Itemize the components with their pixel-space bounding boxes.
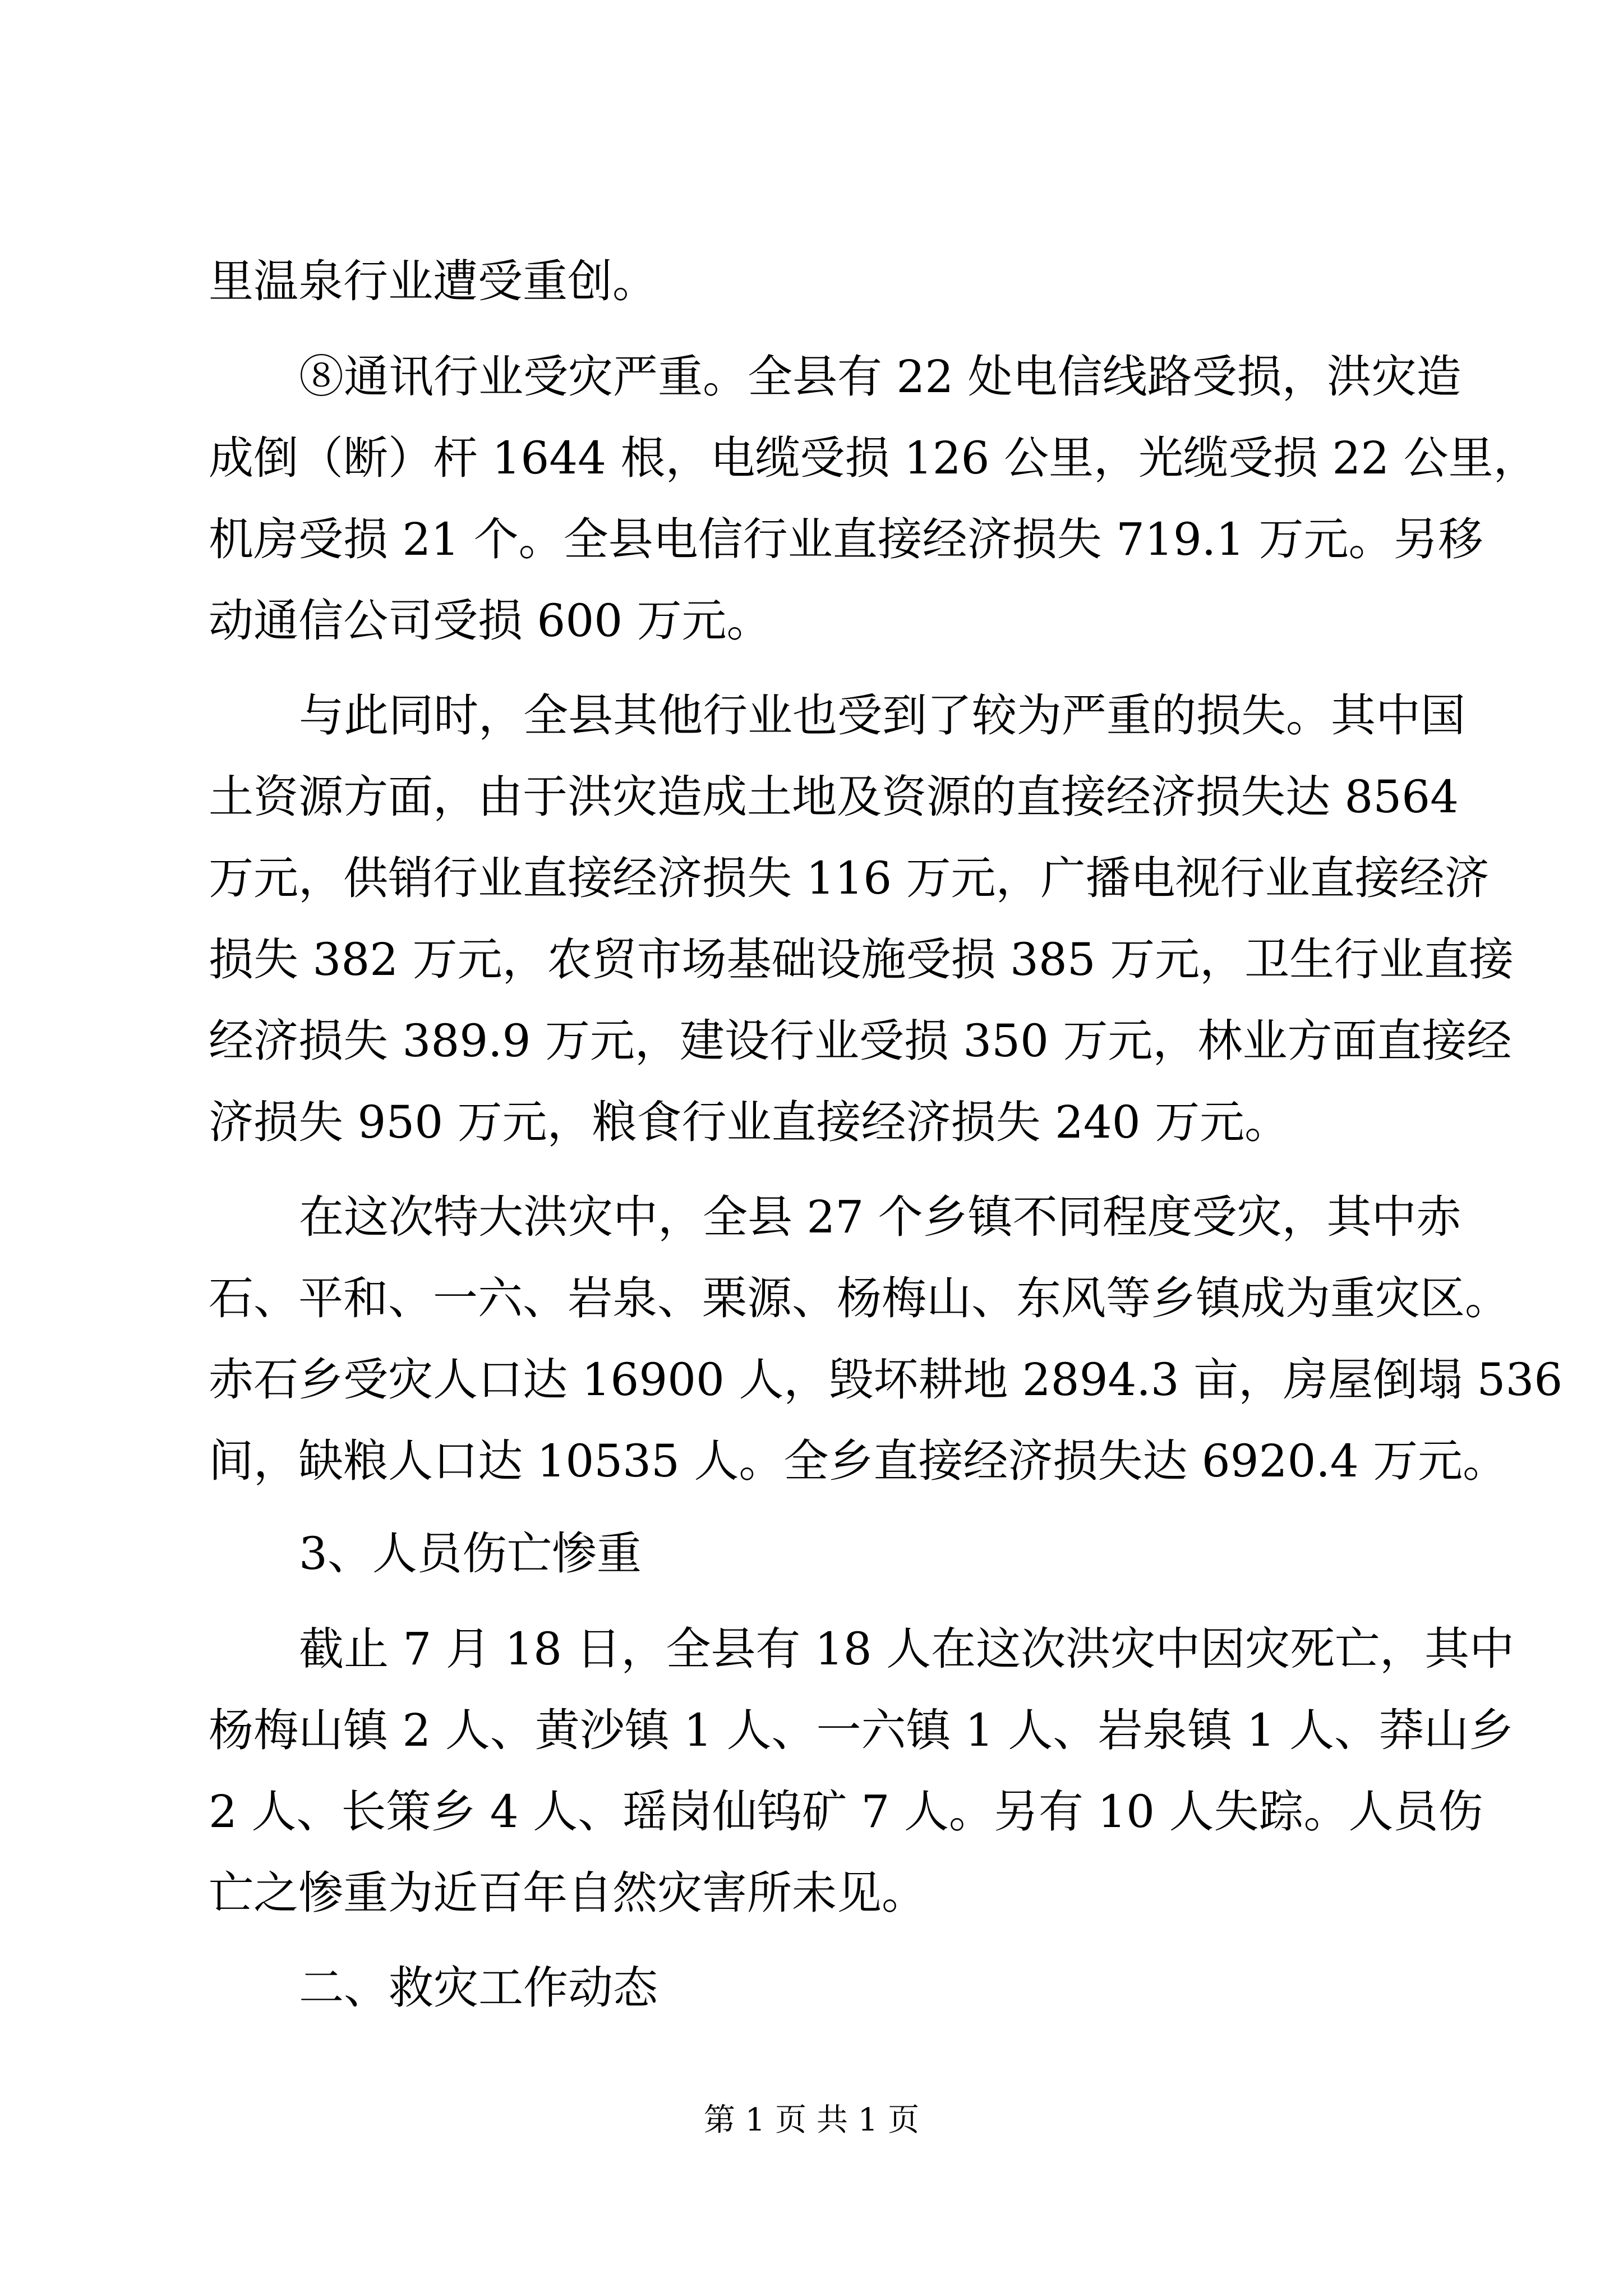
page-footer: 第 1 页 共 1 页 xyxy=(703,2102,920,2138)
text-line: 里温泉行业遭受重创。 xyxy=(209,255,657,307)
text-line: 与此同时，全县其他行业也受到了较为严重的损失。其中国 xyxy=(299,689,1465,742)
text-line: 损失 382 万元，农贸市场基础设施受损 385 万元，卫生行业直接 xyxy=(209,933,1514,986)
text-line: 截止 7 月 18 日，全县有 18 人在这次洪灾中因灾死亡，其中 xyxy=(299,1623,1515,1675)
text-line: 动通信公司受损 600 万元。 xyxy=(209,595,772,647)
text-line: 石、平和、一六、岩泉、栗源、杨梅山、东风等乡镇成为重灾区。 xyxy=(209,1272,1510,1324)
text-line: 赤石乡受灾人口达 16900 人，毁坏耕地 2894.3 亩，房屋倒塌 536 xyxy=(209,1354,1563,1406)
text-line: 间，缺粮人口达 10535 人。全乡直接经济损失达 6920.4 万元。 xyxy=(209,1435,1508,1487)
text-line: 机房受损 21 个。全县电信行业直接经济损失 719.1 万元。另移 xyxy=(209,513,1483,565)
text-line: 万元，供销行业直接经济损失 116 万元，广播电视行业直接经济 xyxy=(209,852,1490,904)
text-line: 亡之惨重为近百年自然灾害所未见。 xyxy=(209,1867,926,1919)
section-heading: 3、人员伤亡惨重 xyxy=(299,1527,642,1580)
section-heading: 二、救灾工作动态 xyxy=(299,1962,658,2014)
text-line: 杨梅山镇 2 人、黄沙镇 1 人、一六镇 1 人、岩泉镇 1 人、莽山乡 xyxy=(209,1704,1514,1756)
text-line: 成倒（断）杆 1644 根，电缆受损 126 公里，光缆受损 22 公里， xyxy=(209,432,1538,484)
text-line: ⑧通讯行业受灾严重。全县有 22 处电信线路受损，洪灾造 xyxy=(299,351,1461,403)
text-line: 在这次特大洪灾中，全县 27 个乡镇不同程度受灾，其中赤 xyxy=(299,1191,1461,1243)
text-line: 济损失 950 万元，粮食行业直接经济损失 240 万元。 xyxy=(209,1096,1290,1148)
text-line: 经济损失 389.9 万元，建设行业受损 350 万元，林业方面直接经 xyxy=(209,1015,1512,1067)
text-line: 土资源方面，由于洪灾造成土地及资源的直接经济损失达 8564 xyxy=(209,771,1459,823)
text-line: 2 人、长策乡 4 人、瑶岗仙钨矿 7 人。另有 10 人失踪。人员伤 xyxy=(209,1786,1483,1838)
